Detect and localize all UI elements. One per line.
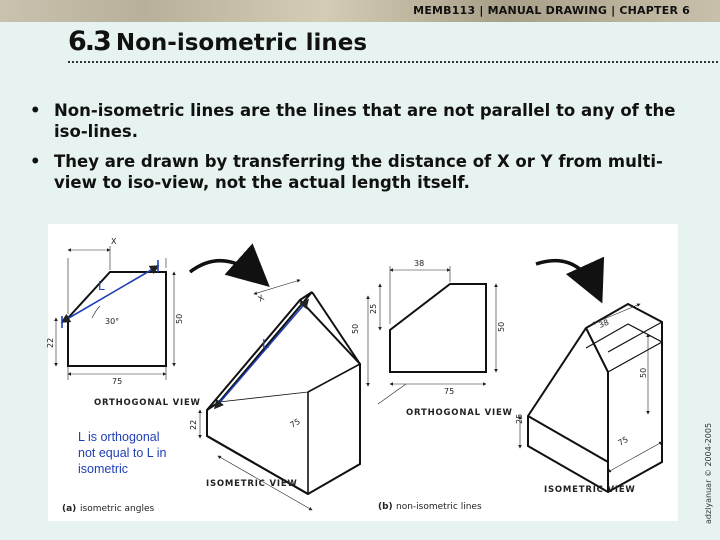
dim-22-label: 22	[46, 337, 55, 348]
transfer-arrow-b	[536, 261, 598, 294]
subcaption-b-letter: (b)	[378, 502, 393, 512]
subcaption-a-text: isometric angles	[80, 504, 155, 514]
iso-50-label: 50	[351, 323, 360, 334]
dim-38-label: 38	[414, 259, 425, 268]
iso-22-label: 22	[189, 419, 198, 430]
slide-title	[68, 26, 367, 57]
orthogonal-caption-a: ORTHOGONAL VIEW	[94, 398, 201, 408]
iso-75-label: 75	[288, 416, 302, 430]
course-banner-text: MEMB113 | MANUAL DRAWING | CHAPTER 6	[413, 4, 690, 17]
dim-x-label: X	[111, 237, 117, 246]
bullet-item	[30, 100, 690, 142]
section-number: 6.3	[68, 26, 110, 57]
isometric-caption-b: ISOMETRIC VIEW	[544, 485, 636, 495]
panel-a-orthogonal-view	[46, 237, 201, 408]
orthogonal-caption-b: ORTHOGONAL VIEW	[406, 408, 513, 418]
dim-75-b-label: 75	[444, 387, 455, 396]
panel-b-orthogonal-view	[369, 259, 513, 418]
dim-50-label: 50	[175, 313, 184, 324]
dim-75-label: 75	[112, 377, 123, 386]
bullet-text: Non-isometric lines are the lines that are not parallel to any of the iso-lines.	[54, 101, 676, 141]
dim-25-label: 25	[369, 303, 378, 314]
iso-75-b-label: 75	[616, 434, 630, 448]
bullet-dot-icon: •	[30, 101, 41, 120]
bullet-list	[30, 100, 690, 202]
isometric-caption-a: ISOMETRIC VIEW	[206, 479, 298, 489]
copyright-text: adzlyanuar © 2004-2005	[704, 422, 713, 524]
title-divider	[68, 61, 718, 63]
iso-38-label: 38	[597, 317, 611, 330]
subcaption-b-text: non-isometric lines	[396, 502, 482, 512]
iso-50-b-label: 50	[639, 367, 648, 378]
iso-l-label: L	[262, 337, 269, 351]
top-banner	[0, 0, 720, 22]
angle-label: 30°	[105, 317, 120, 326]
annotation-note: L is orthogonal not equal to L in isometric	[78, 430, 167, 476]
transfer-arrow-a	[190, 261, 262, 280]
subcaption-a-letter: (a)	[62, 504, 77, 514]
bullet-text: They are drawn by transferring the distance of X or Y from multi-view to iso-view, not the actual length itself.	[54, 152, 663, 192]
iso-25-b-label: 25	[515, 413, 524, 424]
bullet-dot-icon: •	[30, 152, 41, 171]
panel-b-isometric-view	[515, 304, 662, 495]
iso-x-label: X	[256, 293, 266, 304]
dim-50-b-label: 50	[497, 321, 506, 332]
bullet-item	[30, 151, 690, 193]
section-title: Non-isometric lines	[115, 30, 368, 56]
dim-l-label: L	[98, 279, 105, 293]
